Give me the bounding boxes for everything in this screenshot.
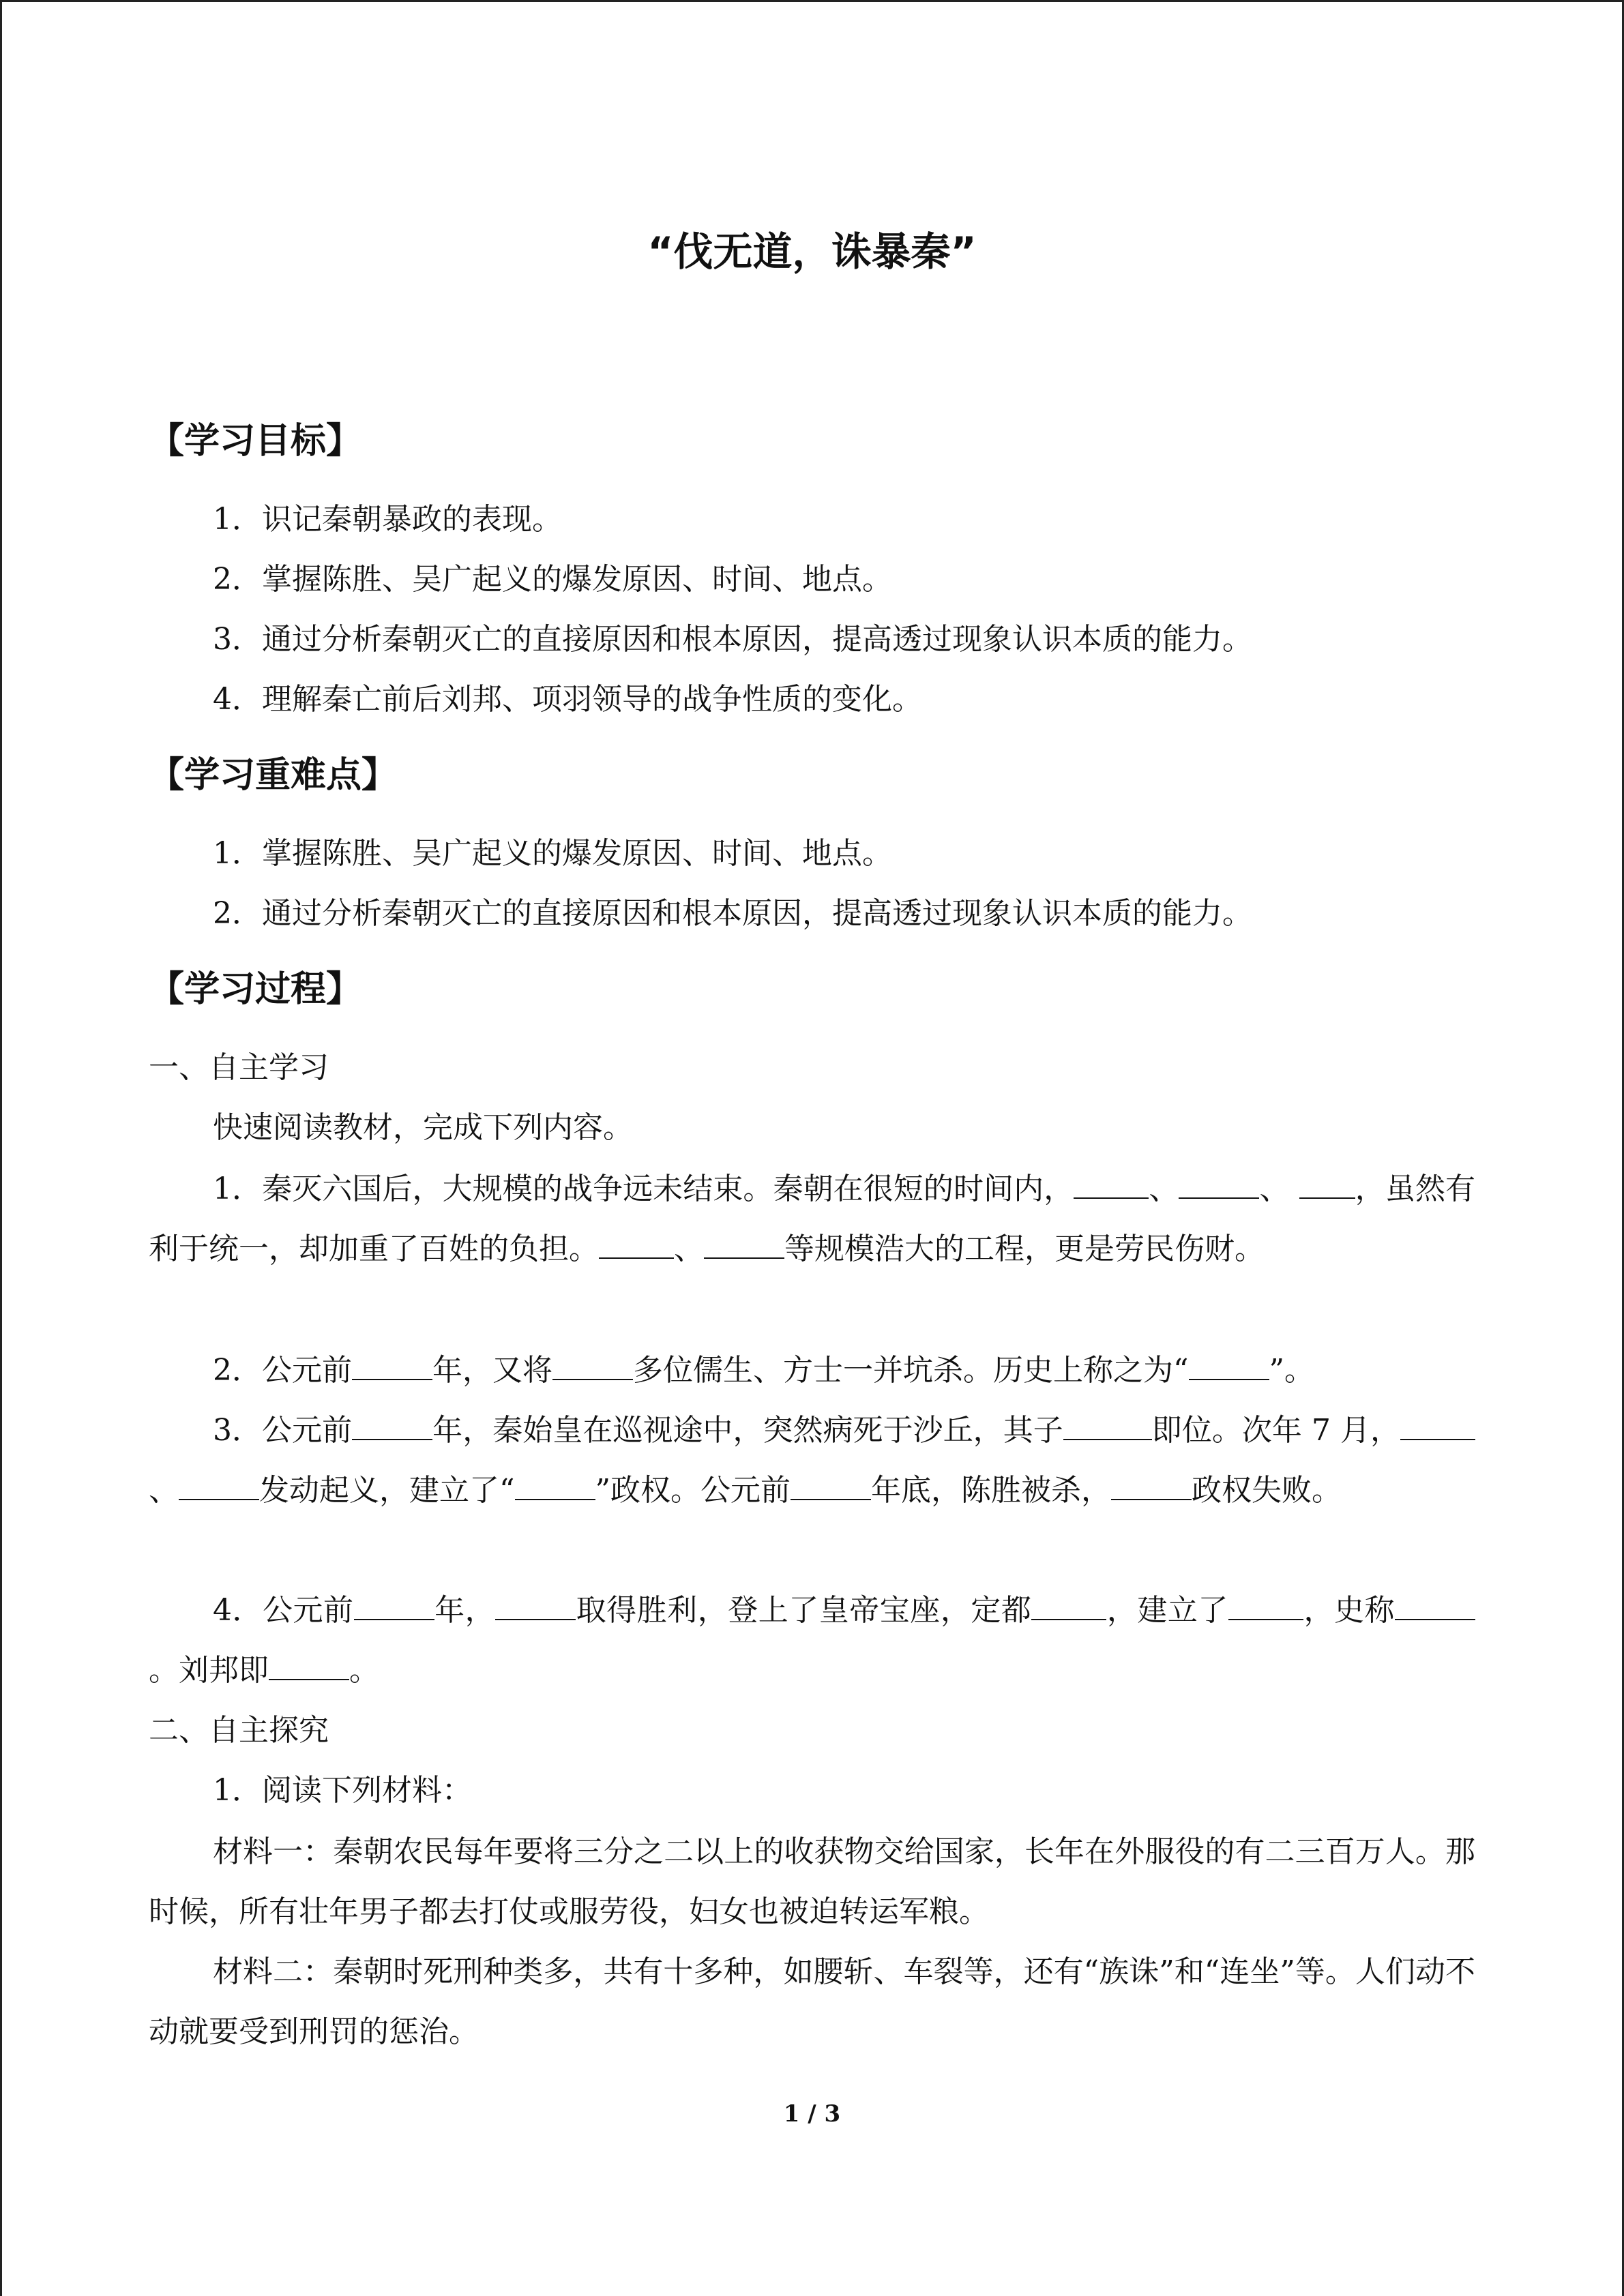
question-text: 即位。次年 7 月， (1151, 1413, 1401, 1448)
question-text: 3．公元前 (213, 1413, 353, 1448)
question-text: 年，秦始皇在巡视途中，突然病死于沙丘，其子 (432, 1413, 1063, 1448)
question-text: 1．秦灭六国后，大规模的战争远未结束。秦朝在很短的时间内， (213, 1172, 1074, 1206)
answer-blank[interactable] (1063, 1412, 1152, 1440)
answer-blank[interactable] (515, 1472, 595, 1500)
process-heading: 【学习过程】 (149, 969, 362, 1010)
question-text: ，建立了 (1106, 1593, 1228, 1628)
question-text: 2．公元前 (213, 1353, 352, 1388)
document-title: “伐无道，诛暴秦” (647, 228, 977, 275)
self-study-heading: 一、自主学习 (149, 1050, 329, 1085)
answer-blank[interactable] (1395, 1592, 1475, 1620)
page-number: 1 / 3 (783, 2100, 841, 2128)
goal-item: 4．理解秦亡前后刘邦、项羽领导的战争性质的变化。 (213, 682, 922, 717)
answer-blank[interactable] (352, 1412, 432, 1440)
answer-blank[interactable] (1400, 1412, 1475, 1440)
question-text: 政权失败。 (1192, 1473, 1342, 1508)
question-2 (149, 1341, 1475, 1401)
question-1 (149, 1159, 1475, 1279)
answer-blank[interactable] (269, 1652, 349, 1680)
question-text: ”。 (1269, 1353, 1314, 1388)
separator: 、 (149, 1473, 179, 1508)
key-point-item: 1．掌握陈胜、吴广起义的爆发原因、时间、地点。 (213, 836, 892, 871)
key-points-heading: 【学习重难点】 (149, 755, 398, 796)
separator: 、 (1259, 1172, 1290, 1206)
separator: 、 (1149, 1172, 1179, 1206)
question-text: 年底，陈胜被杀， (871, 1473, 1111, 1508)
answer-blank[interactable] (1228, 1592, 1303, 1620)
separator: 、 (674, 1232, 704, 1266)
inquiry-heading: 二、自主探究 (149, 1713, 329, 1748)
answer-blank[interactable] (1299, 1170, 1355, 1199)
answer-blank[interactable] (354, 1592, 434, 1620)
material-two: 材料二：秦朝时死刑种类多，共有十多种，如腰斩、车裂等，还有“族诛”和“连坐”等。人们动不动就要受到刑罚的惩治。 (149, 1954, 1475, 2049)
answer-blank[interactable] (704, 1230, 784, 1259)
question-text: 。刘邦即 (149, 1653, 269, 1688)
answer-blank[interactable] (599, 1230, 674, 1259)
question-text: ，史称 (1303, 1593, 1396, 1628)
question-4 (149, 1581, 1475, 1701)
question-text: 年， (434, 1593, 496, 1628)
question-text: ，虽然有利于统一，却加重了百姓的负担。 (149, 1172, 1476, 1266)
question-text: 。 (349, 1653, 379, 1688)
question-text: 4．公元前 (213, 1593, 354, 1628)
question-text: 取得胜利，登上了皇帝宝座，定都 (576, 1593, 1032, 1628)
answer-blank[interactable] (1074, 1170, 1149, 1199)
answer-blank[interactable] (791, 1472, 871, 1500)
question-text: 等规模浩大的工程，更是劳民伤财。 (784, 1232, 1265, 1266)
question-text: ”政权。公元前 (595, 1473, 791, 1508)
inquiry-intro: 1．阅读下列材料： (213, 1773, 472, 1808)
answer-blank[interactable] (179, 1472, 259, 1500)
goal-item: 1．识记秦朝暴政的表现。 (213, 502, 562, 537)
question-text: 多位儒生、方士一并坑杀。历史上称之为“ (633, 1353, 1189, 1388)
answer-blank[interactable] (352, 1352, 432, 1380)
answer-blank[interactable] (552, 1352, 633, 1380)
goals-heading: 【学习目标】 (149, 421, 362, 462)
answer-blank[interactable] (495, 1592, 576, 1620)
goal-item: 3．通过分析秦朝灭亡的直接原因和根本原因，提高透过现象认识本质的能力。 (213, 622, 1252, 657)
answer-blank[interactable] (1111, 1472, 1192, 1500)
goal-item: 2．掌握陈胜、吴广起义的爆发原因、时间、地点。 (213, 562, 892, 597)
question-text: 年，又将 (432, 1353, 552, 1388)
material-one: 材料一：秦朝农民每年要将三分之二以上的收获物交给国家，长年在外服役的有二三百万人。那时候，所有壮年男子都去打仗或服劳役，妇女也被迫转运军粮。 (149, 1834, 1475, 1929)
key-point-item: 2．通过分析秦朝灭亡的直接原因和根本原因，提高透过现象认识本质的能力。 (213, 896, 1252, 931)
self-study-instruction: 快速阅读教材，完成下列内容。 (213, 1110, 633, 1145)
answer-blank[interactable] (1179, 1170, 1259, 1199)
answer-blank[interactable] (1189, 1352, 1269, 1380)
question-3 (149, 1401, 1475, 1521)
question-text: 发动起义，建立了“ (259, 1473, 515, 1508)
answer-blank[interactable] (1031, 1592, 1106, 1620)
